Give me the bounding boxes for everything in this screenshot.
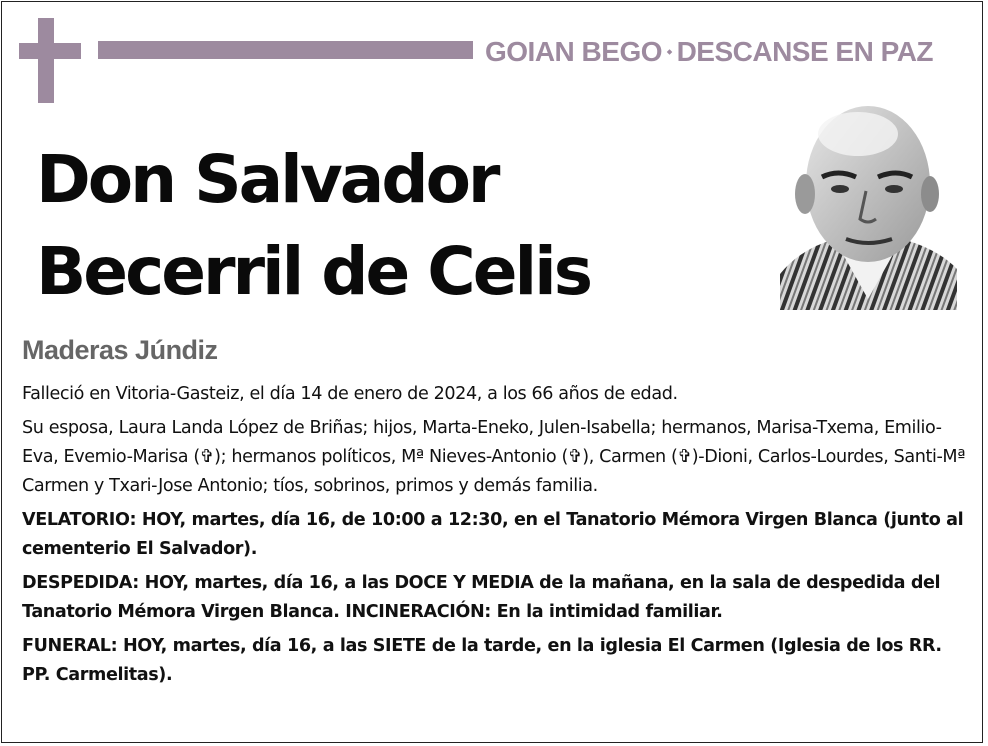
header-right-label: DESCANSE EN PAZ bbox=[676, 36, 934, 67]
death-statement: Falleció en Vitoria-Gasteiz, el día 14 de enero de 2024, a los 66 años de edad. bbox=[22, 384, 678, 404]
header-rule bbox=[98, 41, 473, 59]
header-title bbox=[485, 32, 955, 72]
notice-body bbox=[22, 380, 967, 695]
funeral-info: FUNERAL: HOY, martes, día 16, a las SIETE de la tarde, en la iglesia El Carmen (Iglesia de los RR. PP. Carmelitas). bbox=[22, 636, 942, 685]
name-line-2: Becerril de Celis bbox=[36, 233, 590, 310]
subtitle-company: Maderas Júndiz bbox=[22, 335, 218, 365]
deceased-name bbox=[36, 134, 756, 318]
obituary-card bbox=[1, 1, 983, 743]
velatorio-info: VELATORIO: HOY, martes, día 16, de 10:00 a 12:30, en el Tanatorio Mémora Virgen Blanca (junto al cementerio El Salvador). bbox=[22, 510, 964, 559]
family-list: Su esposa, Laura Landa López de Briñas; hijos, Marta-Eneko, Julen-Isabella; hermanos, Marisa-Txema, Emilio-Eva, Evemio-Marisa (✞); hermanos políticos, Mª Nieves-Antonio (✞), Carmen (✞)-Dioni, Carlos-Lourdes, Santi-Mª Carmen y Txari-Jose Antonio; tíos, sobrinos, primos y demás familia. bbox=[22, 418, 966, 496]
portrait-photo bbox=[780, 99, 957, 310]
name-line-1: Don Salvador bbox=[36, 141, 498, 218]
despedida-info: DESPEDIDA: HOY, martes, día 16, a las DOCE Y MEDIA de la mañana, en la sala de despedida del Tanatorio Mémora Virgen Blanca. INCINERACIÓN: En la intimidad familiar. bbox=[22, 573, 941, 622]
portrait-illustration bbox=[780, 99, 957, 310]
header-left-label: GOIAN BEGO bbox=[485, 36, 663, 67]
diamond-separator-icon: ⬩ bbox=[667, 43, 672, 59]
